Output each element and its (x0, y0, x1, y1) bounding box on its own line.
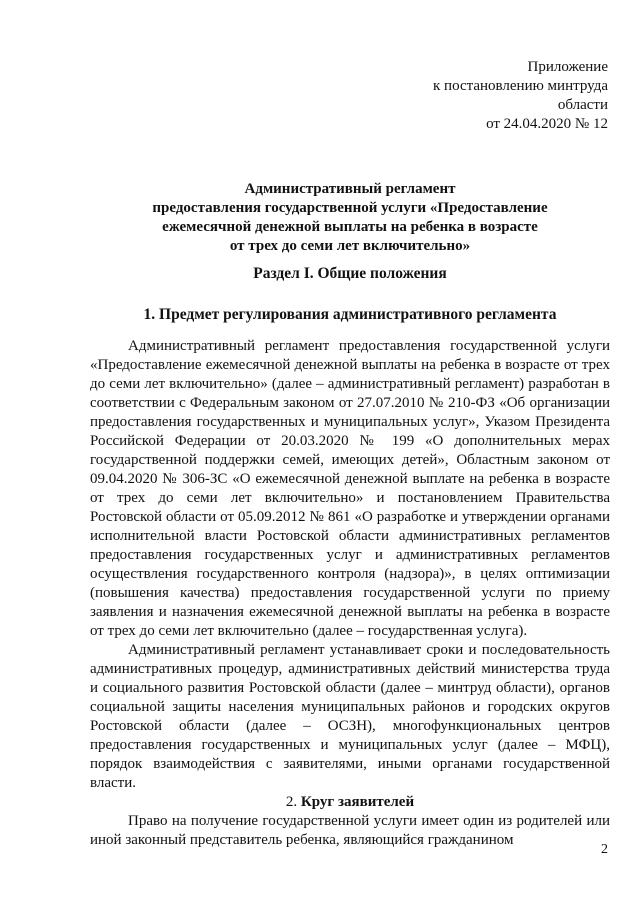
appendix-line: Приложение (527, 59, 608, 75)
appendix-line: к постановлению минтруда (433, 78, 608, 94)
title-line: от трех до семи лет включительно» (229, 238, 471, 254)
document-body (90, 337, 610, 850)
appendix-line: области (557, 97, 608, 113)
paragraph: Право на получение государственной услуги имеет один из родителей или иной законный представитель ребенка, являющийся гражданином (90, 813, 610, 848)
document-title (60, 180, 640, 256)
paragraph: Административный регламент предоставления государственной услуги «Предоставление ежемесячной денежной выплаты на ребенка в возрасте от трех до семи лет включительно» (далее – административный регламент) разработан в соответствии с Федеральным законом от 27.07.2010 № 210-ФЗ «Об организации предоставления государственных и муниципальных услуг», Указом Президента Российской Федерации от 20.03.2020 № 199 «О дополнительных мерах государственной поддержки семей, имеющих детей», Областным законом от 09.04.2020 № 306-ЗС «О ежемесячной денежной выплате на ребенка в возрасте от трех до семи лет включительно» и постановлением Правительства Ростовской области от 05.09.2012 № 861 «О разработке и утверждении органами исполнительной власти Ростовской области административных регламентов предоставления государственных услуг и административных регламентов осуществления государственного контроля (надзора)», в целях оптимизации (повышения качества) предоставления государственной услуги по приему заявления и назначения ежемесячной денежной выплаты на ребенка в возрасте от трех до семи лет включительно (далее – государственная услуга). (90, 338, 610, 639)
title-line: Административный регламент (244, 181, 456, 197)
page-number: 2 (601, 842, 608, 857)
subsection-heading: 1. Предмет регулирования административного регламента (143, 306, 557, 323)
paragraph: Административный регламент устанавливает сроки и последовательность административных процедур, административных действий министерства труда и социального развития Ростовской области (далее – минтруд области), органов социальной защиты населения муниципальных районов и городских округов Ростовской области (далее – ОСЗН), многофункциональных центров предоставления государственных и муниципальных услуг (далее – МФЦ), порядок взаимодействия с заявителями, иными органами государственной власти. (90, 642, 610, 791)
subsection-number: 2. (285, 794, 298, 810)
appendix-line: от 24.04.2020 № 12 (486, 116, 608, 132)
appendix-note (433, 58, 608, 134)
title-line: предоставления государственной услуги «Предоставление (152, 200, 548, 216)
section-heading: Раздел I. Общие положения (253, 265, 447, 282)
subsection-title: Круг заявителей (300, 794, 415, 810)
subsection-heading-claimants (90, 793, 610, 812)
title-line: ежемесячной денежной выплаты на ребенка в возрасте (162, 219, 538, 235)
